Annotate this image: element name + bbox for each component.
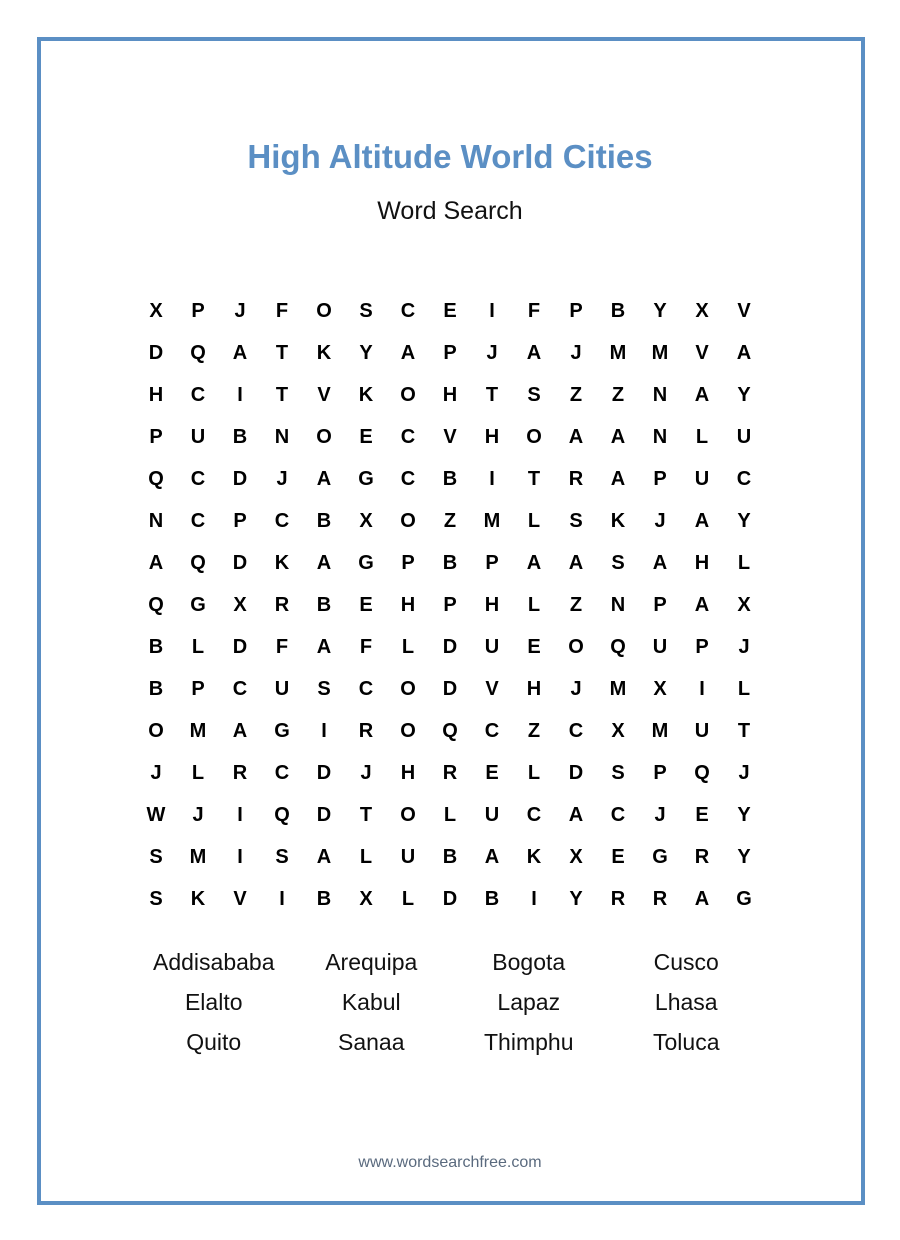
grid-cell: C <box>274 509 290 532</box>
grid-cell: A <box>526 551 542 574</box>
grid-cell: S <box>317 677 331 700</box>
word-list-item: Thimphu <box>484 1028 574 1055</box>
grid-cell: V <box>317 383 331 406</box>
grid-cell: O <box>400 383 416 406</box>
grid-cell: S <box>275 845 289 868</box>
grid-cell: P <box>653 761 667 784</box>
grid-cell: X <box>149 299 163 322</box>
grid-cell: A <box>610 425 626 448</box>
grid-cell: E <box>527 635 541 658</box>
grid-cell: F <box>275 299 289 322</box>
grid-cell: A <box>694 509 710 532</box>
grid-cell: R <box>232 761 248 784</box>
grid-cell: L <box>191 761 205 784</box>
grid-cell: O <box>526 425 542 448</box>
grid-cell: C <box>190 509 206 532</box>
grid-cell: X <box>695 299 709 322</box>
grid-cell: M <box>609 341 627 364</box>
grid-cell: A <box>694 383 710 406</box>
grid-cell: J <box>570 677 582 700</box>
grid-cell: I <box>237 845 243 868</box>
grid-cell: T <box>527 467 541 490</box>
page-subtitle: Word Search <box>377 197 523 225</box>
grid-cell: Q <box>610 635 626 658</box>
grid-cell: O <box>400 677 416 700</box>
grid-cell: L <box>527 509 541 532</box>
grid-cell: H <box>442 383 458 406</box>
grid-cell: A <box>610 467 626 490</box>
grid-cell: B <box>316 593 332 616</box>
grid-cell: O <box>316 425 332 448</box>
grid-cell: B <box>442 467 458 490</box>
grid-cell: X <box>569 845 583 868</box>
grid-cell: F <box>527 299 541 322</box>
grid-cell: J <box>738 761 750 784</box>
grid-cell: J <box>234 299 246 322</box>
grid-cell: J <box>738 635 750 658</box>
grid-cell: H <box>484 593 500 616</box>
grid-cell: O <box>400 719 416 742</box>
grid-cell: A <box>694 887 710 910</box>
grid-cell: K <box>274 551 290 574</box>
grid-cell: N <box>274 425 290 448</box>
word-list-item: Quito <box>186 1028 242 1055</box>
grid-cell: J <box>150 761 162 784</box>
grid-cell: G <box>190 593 206 616</box>
grid-cell: S <box>359 299 373 322</box>
grid-cell: B <box>316 887 332 910</box>
grid-cell: P <box>653 467 667 490</box>
grid-cell: X <box>653 677 667 700</box>
grid-cell: J <box>654 803 666 826</box>
grid-cell: C <box>400 425 416 448</box>
word-list-item: Kabul <box>341 988 401 1015</box>
footer-url: www.wordsearchfree.com <box>358 1154 542 1171</box>
grid-cell: F <box>359 635 373 658</box>
grid-cell: D <box>316 761 332 784</box>
grid-cell: Z <box>527 719 541 742</box>
grid-cell: Z <box>569 593 583 616</box>
grid-cell: A <box>316 635 332 658</box>
grid-cell: B <box>148 635 164 658</box>
grid-cell: E <box>359 425 373 448</box>
grid-cell: X <box>359 509 373 532</box>
grid-cell: J <box>486 341 498 364</box>
grid-cell: G <box>652 845 668 868</box>
word-list <box>135 942 765 1062</box>
grid-cell: X <box>611 719 625 742</box>
grid-cell: D <box>232 635 248 658</box>
grid-cell: B <box>232 425 248 448</box>
grid-cell: A <box>568 551 584 574</box>
grid-cell: K <box>358 383 374 406</box>
word-list-item: Elalto <box>184 988 243 1015</box>
grid-cell: U <box>400 845 416 868</box>
grid-cell: Y <box>737 803 751 826</box>
grid-cell: G <box>358 467 374 490</box>
grid-cell: S <box>149 887 163 910</box>
grid-cell: I <box>699 677 705 700</box>
grid-cell: R <box>358 719 374 742</box>
grid-cell: H <box>694 551 710 574</box>
grid-cell: S <box>611 761 625 784</box>
grid-cell: P <box>569 299 583 322</box>
grid-cell: T <box>737 719 751 742</box>
grid-cell: T <box>275 341 289 364</box>
grid-cell: Z <box>569 383 583 406</box>
grid-cell: A <box>652 551 668 574</box>
grid-cell: V <box>695 341 709 364</box>
grid-cell: S <box>149 845 163 868</box>
grid-cell: E <box>611 845 625 868</box>
grid-cell: A <box>526 341 542 364</box>
grid-cell: P <box>191 677 205 700</box>
grid-cell: M <box>189 719 207 742</box>
grid-cell: X <box>737 593 751 616</box>
grid-cell: U <box>274 677 290 700</box>
grid-cell: O <box>400 509 416 532</box>
grid-cell: R <box>274 593 290 616</box>
grid-cell: D <box>442 635 458 658</box>
grid-cell: P <box>653 593 667 616</box>
grid-cell: B <box>148 677 164 700</box>
grid-cell: U <box>736 425 752 448</box>
grid-cell: R <box>652 887 668 910</box>
grid-cell: J <box>276 467 288 490</box>
grid-cell: C <box>190 383 206 406</box>
grid-cell: S <box>527 383 541 406</box>
grid-cell: K <box>610 509 626 532</box>
grid-cell: A <box>232 719 248 742</box>
grid-cell: C <box>400 299 416 322</box>
grid-cell: N <box>610 593 626 616</box>
grid-cell: J <box>570 341 582 364</box>
grid-cell: C <box>526 803 542 826</box>
grid-cell: C <box>358 677 374 700</box>
grid-cell: C <box>274 761 290 784</box>
grid-cell: O <box>400 803 416 826</box>
grid-cell: U <box>694 467 710 490</box>
grid-cell: J <box>192 803 204 826</box>
grid-cell: H <box>400 761 416 784</box>
word-list-item: Cusco <box>653 948 719 975</box>
grid-cell: A <box>568 803 584 826</box>
grid-cell: U <box>652 635 668 658</box>
grid-cell: D <box>442 887 458 910</box>
grid-cell: R <box>442 761 458 784</box>
grid-cell: A <box>568 425 584 448</box>
grid-cell: C <box>610 803 626 826</box>
grid-cell: S <box>611 551 625 574</box>
grid-cell: I <box>321 719 327 742</box>
grid-cell: N <box>652 383 668 406</box>
grid-cell: A <box>316 467 332 490</box>
grid-cell: A <box>316 551 332 574</box>
grid-cell: P <box>443 341 457 364</box>
grid-cell: C <box>736 467 752 490</box>
grid-cell: X <box>233 593 247 616</box>
grid-cell: P <box>149 425 163 448</box>
grid-cell: V <box>443 425 457 448</box>
grid-cell: T <box>359 803 373 826</box>
grid-cell: O <box>148 719 164 742</box>
grid-cell: Y <box>653 299 667 322</box>
grid-cell: A <box>316 845 332 868</box>
grid-cell: B <box>484 887 500 910</box>
grid-cell: H <box>526 677 542 700</box>
grid-cell: H <box>148 383 164 406</box>
grid-cell: A <box>484 845 500 868</box>
grid-cell: M <box>651 719 669 742</box>
grid-cell: K <box>526 845 542 868</box>
grid-cell: M <box>609 677 627 700</box>
grid-cell: H <box>484 425 500 448</box>
grid-cell: W <box>146 803 166 826</box>
grid-cell: B <box>442 551 458 574</box>
grid-cell: U <box>484 635 500 658</box>
grid-cell: Q <box>274 803 290 826</box>
word-list-item: Arequipa <box>325 948 418 975</box>
grid-cell: O <box>568 635 584 658</box>
grid-cell: E <box>443 299 457 322</box>
grid-cell: L <box>737 677 751 700</box>
grid-cell: D <box>442 677 458 700</box>
grid-cell: Y <box>569 887 583 910</box>
word-list-item: Lapaz <box>497 988 561 1015</box>
grid-cell: Z <box>611 383 625 406</box>
grid-cell: A <box>232 341 248 364</box>
grid-cell: E <box>359 593 373 616</box>
grid-cell: R <box>568 467 584 490</box>
grid-cell: P <box>191 299 205 322</box>
grid-cell: D <box>232 467 248 490</box>
grid-cell: U <box>694 719 710 742</box>
grid-cell: L <box>695 425 709 448</box>
grid-cell: A <box>400 341 416 364</box>
grid-cell: L <box>737 551 751 574</box>
grid-cell: I <box>489 467 495 490</box>
grid-cell: L <box>527 761 541 784</box>
grid-cell: Z <box>443 509 457 532</box>
grid-cell: F <box>275 635 289 658</box>
grid-cell: I <box>237 383 243 406</box>
grid-cell: Q <box>148 467 164 490</box>
grid-cell: C <box>484 719 500 742</box>
grid-cell: D <box>316 803 332 826</box>
word-list-item: Bogota <box>492 948 566 975</box>
grid-cell: J <box>654 509 666 532</box>
grid-cell: K <box>316 341 332 364</box>
word-list-item: Sanaa <box>337 1028 405 1055</box>
grid-cell: L <box>401 635 415 658</box>
grid-cell: P <box>401 551 415 574</box>
grid-cell: A <box>148 551 164 574</box>
grid-cell: I <box>531 887 537 910</box>
grid-cell: E <box>695 803 709 826</box>
grid-cell: M <box>483 509 501 532</box>
grid-cell: N <box>148 509 164 532</box>
grid-cell: H <box>400 593 416 616</box>
grid-cell: A <box>694 593 710 616</box>
grid-cell: V <box>737 299 751 322</box>
grid-cell: B <box>316 509 332 532</box>
grid-cell: Y <box>737 845 751 868</box>
grid-cell: M <box>651 341 669 364</box>
grid-cell: G <box>274 719 290 742</box>
grid-cell: P <box>695 635 709 658</box>
grid-cell: L <box>401 887 415 910</box>
grid-cell: Y <box>359 341 373 364</box>
grid-cell: U <box>190 425 206 448</box>
grid-cell: B <box>442 845 458 868</box>
grid-cell: O <box>316 299 332 322</box>
grid-cell: L <box>443 803 457 826</box>
grid-cell: I <box>279 887 285 910</box>
grid-cell: G <box>736 887 752 910</box>
grid-cell: Q <box>190 551 206 574</box>
grid-cell: C <box>568 719 584 742</box>
grid-cell: U <box>484 803 500 826</box>
grid-cell: Y <box>737 509 751 532</box>
grid-cell: D <box>148 341 164 364</box>
grid-cell: Q <box>190 341 206 364</box>
word-list-item: Addisababa <box>153 948 275 975</box>
grid-cell: P <box>233 509 247 532</box>
grid-cell: Q <box>148 593 164 616</box>
grid-cell: V <box>233 887 247 910</box>
grid-cell: N <box>652 425 668 448</box>
letter-grid <box>135 290 765 920</box>
grid-cell: K <box>190 887 206 910</box>
grid-cell: B <box>610 299 626 322</box>
grid-cell: D <box>232 551 248 574</box>
grid-cell: Q <box>442 719 458 742</box>
grid-cell: C <box>190 467 206 490</box>
word-list-item: Lhasa <box>654 988 718 1015</box>
grid-cell: E <box>485 761 499 784</box>
grid-cell: R <box>610 887 626 910</box>
grid-cell: D <box>568 761 584 784</box>
grid-cell: R <box>694 845 710 868</box>
grid-cell: L <box>191 635 205 658</box>
grid-cell: I <box>489 299 495 322</box>
grid-cell: I <box>237 803 243 826</box>
grid-cell: G <box>358 551 374 574</box>
grid-cell: T <box>485 383 499 406</box>
word-list-item: Toluca <box>653 1028 720 1055</box>
grid-cell: X <box>359 887 373 910</box>
grid-cell: Q <box>694 761 710 784</box>
grid-cell: P <box>443 593 457 616</box>
grid-cell: V <box>485 677 499 700</box>
grid-cell: J <box>360 761 372 784</box>
page-title: High Altitude World Cities <box>247 138 653 175</box>
grid-cell: M <box>189 845 207 868</box>
grid-cell: S <box>569 509 583 532</box>
grid-cell: A <box>736 341 752 364</box>
grid-cell: C <box>400 467 416 490</box>
grid-cell: L <box>359 845 373 868</box>
grid-cell: L <box>527 593 541 616</box>
grid-cell: T <box>275 383 289 406</box>
grid-cell: P <box>485 551 499 574</box>
grid-cell: Y <box>737 383 751 406</box>
grid-cell: C <box>232 677 248 700</box>
